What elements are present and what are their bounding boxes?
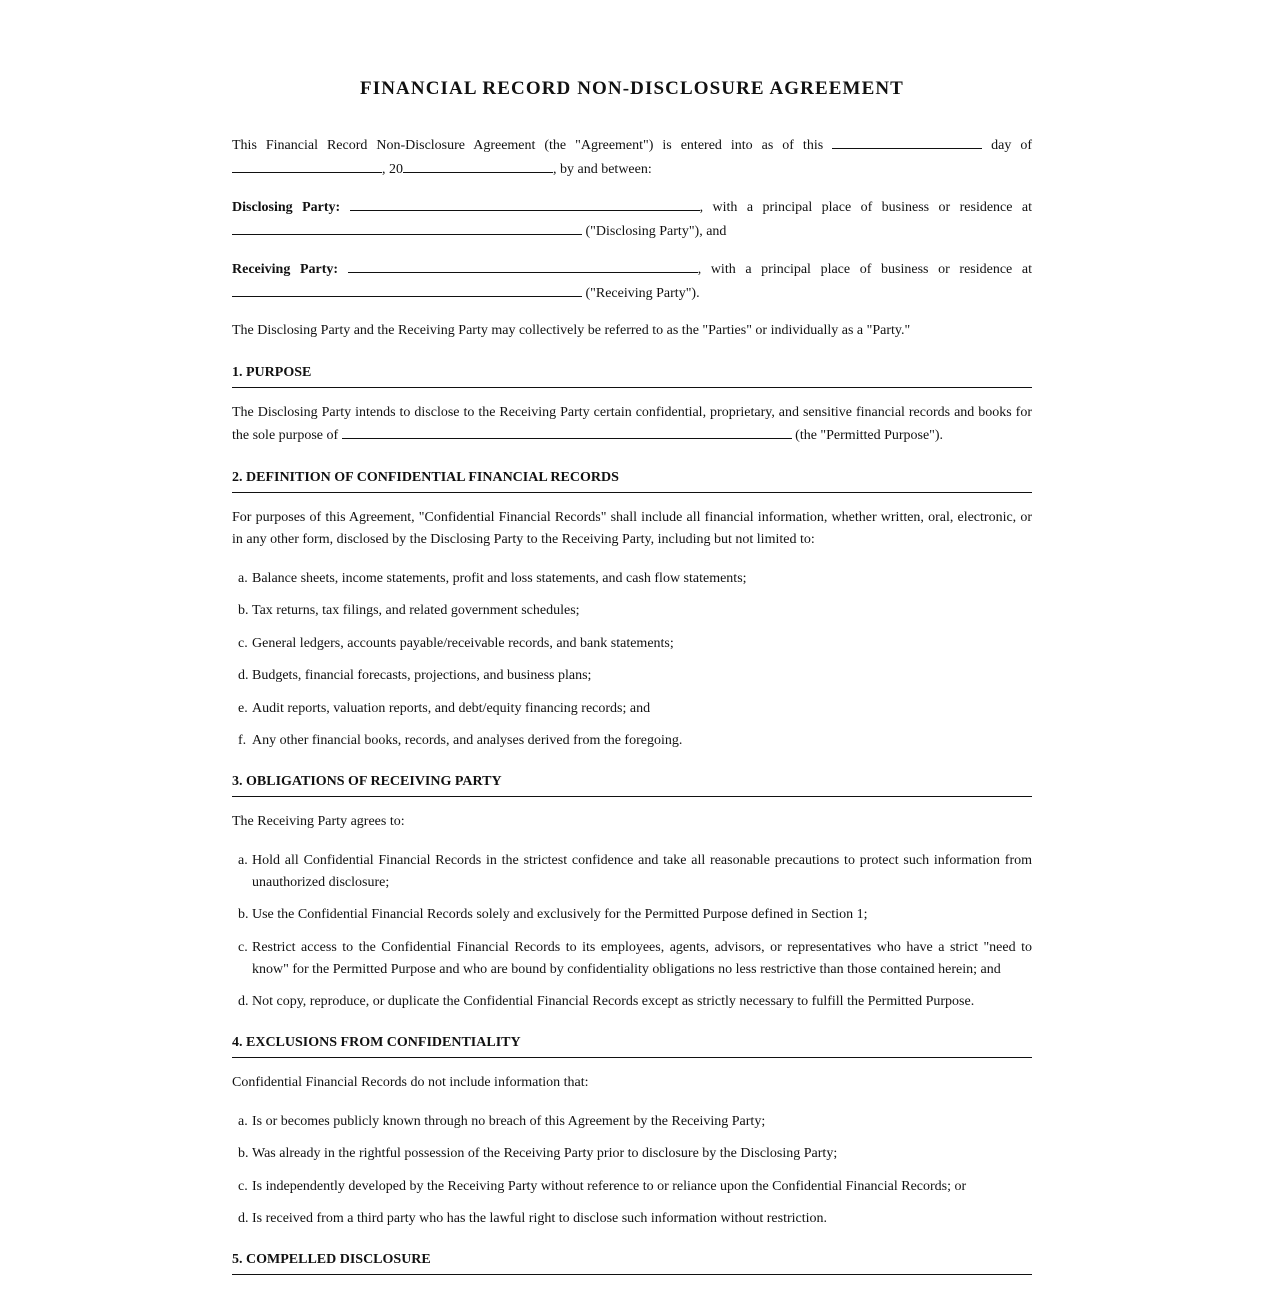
list-item-text: Use the Confidential Financial Records solely and exclusively for the Permitted Purpose defined in Section 1; (252, 907, 868, 922)
intro-text-4: , by and between: (553, 161, 652, 177)
list-marker: a. (238, 852, 248, 868)
section-2-paragraph: For purposes of this Agreement, "Confidential Financial Records" shall include all financial information, whether written, oral, electronic, or in any other form, disclosed by the Disclosing Party to the Receiving Party, including but not limited to: (232, 509, 1032, 547)
list-item (232, 904, 1032, 926)
intro-text-3: , 20 (382, 161, 403, 177)
list-item (232, 730, 1032, 752)
receiving-party-paragraph (232, 258, 1032, 305)
disclosing-party-paragraph (232, 196, 1032, 243)
list-item-text: Audit reports, valuation reports, and debt/equity financing records; and (252, 700, 651, 716)
list-item (232, 633, 1032, 655)
list-item (232, 850, 1032, 894)
list-marker: c. (238, 939, 248, 955)
receiving-party-text-2: ("Receiving Party"). (585, 285, 700, 301)
list-item-text: Restrict access to the Confidential Financial Records to its employees, agents, advisors, or representatives who have a strict "need to know" for the Permitted Purpose and who are bound by confidentiality obligations no less restrictive than those contained herein; and (252, 939, 1032, 977)
parties-note: The Disclosing Party and the Receiving Party may collectively be referred to as the "Parties" or individually as a "Party." (232, 323, 911, 338)
list-item-text: Any other financial books, records, and analyses derived from the foregoing. (252, 733, 683, 748)
section-4-paragraph: Confidential Financial Records do not include information that: (232, 1075, 589, 1090)
list-marker: d. (238, 668, 249, 683)
disclosing-party-name-blank[interactable] (350, 196, 700, 211)
list-marker: c. (238, 1178, 248, 1194)
section-1-paragraph (232, 402, 1032, 448)
list-item-text: Balance sheets, income statements, profit and loss statements, and cash flow statements; (252, 570, 747, 586)
list-marker: e. (238, 700, 248, 716)
section-5-heading: 5. COMPELLED DISCLOSURE (232, 1251, 1032, 1275)
list-item (232, 665, 1032, 687)
disclosing-party-text-2: ("Disclosing Party"), and (585, 223, 727, 239)
list-marker: b. (238, 907, 249, 922)
list-item-text: Is independently developed by the Receiving Party without reference to or reliance upon the Confidential Financial Records; or (252, 1178, 967, 1194)
list-item (232, 991, 1032, 1013)
list-item-text: Tax returns, tax filings, and related government schedules; (252, 603, 580, 618)
list-item (232, 568, 1032, 590)
section-2-heading: 2. DEFINITION OF CONFIDENTIAL FINANCIAL RECORDS (232, 469, 1032, 493)
receiving-party-text-1: , with a principal place of business or residence at (697, 262, 1033, 277)
list-marker: b. (238, 1146, 249, 1161)
list-item (232, 600, 1032, 622)
intro-text-2: day of (991, 138, 1032, 153)
disclosing-party-text-1: , with a principal place of business or residence at (699, 200, 1033, 215)
intro-text-1: This Financial Record Non-Disclosure Agreement (the "Agreement") is entered into as of this (232, 138, 824, 153)
list-item-text: Is received from a third party who has the lawful right to disclose such information without restriction. (252, 1211, 828, 1226)
permitted-purpose-blank[interactable] (342, 424, 792, 439)
section-4-list (232, 1111, 1032, 1231)
list-item-text: Is or becomes publicly known through no breach of this Agreement by the Receiving Party; (252, 1113, 766, 1129)
document-title: FINANCIAL RECORD NON-DISCLOSURE AGREEMENT (360, 78, 904, 99)
list-marker: d. (238, 994, 249, 1009)
list-item-text: General ledgers, accounts payable/receivable records, and bank statements; (252, 635, 674, 651)
disclosing-party-label: Disclosing Party: (232, 200, 341, 215)
list-item-text: Hold all Confidential Financial Records in the strictest confidence and take all reasonable precautions to protect such information from unauthorized disclosure; (252, 852, 1032, 890)
list-marker: d. (238, 1211, 249, 1226)
document-page (232, 0, 1032, 1275)
section-2-list (232, 568, 1032, 753)
receiving-party-address-blank[interactable] (232, 282, 582, 297)
list-item-text: Budgets, financial forecasts, projections, and business plans; (252, 668, 592, 683)
day-blank[interactable] (832, 134, 982, 149)
list-item (232, 1143, 1032, 1165)
receiving-party-label: Receiving Party: (232, 262, 339, 277)
list-item-text: Was already in the rightful possession of the Receiving Party prior to disclosure by the Disclosing Party; (252, 1146, 838, 1161)
disclosing-party-address-blank[interactable] (232, 220, 582, 235)
year-blank[interactable] (403, 158, 553, 173)
list-marker: a. (238, 1113, 248, 1129)
section-3-heading: 3. OBLIGATIONS OF RECEIVING PARTY (232, 773, 1032, 797)
list-item (232, 1176, 1032, 1198)
list-marker: f. (238, 733, 247, 748)
list-marker: b. (238, 603, 249, 618)
list-item (232, 1208, 1032, 1230)
list-marker: c. (238, 635, 248, 651)
list-item (232, 1111, 1032, 1133)
section-4-heading: 4. EXCLUSIONS FROM CONFIDENTIALITY (232, 1034, 1032, 1058)
intro-paragraph (232, 134, 1032, 181)
list-item-text: Not copy, reproduce, or duplicate the Confidential Financial Records except as strictly necessary to fulfill the Permitted Purpose. (252, 994, 975, 1009)
section-3-paragraph: The Receiving Party agrees to: (232, 814, 405, 829)
receiving-party-name-blank[interactable] (348, 258, 698, 273)
section-3-list (232, 850, 1032, 1014)
month-blank[interactable] (232, 158, 382, 173)
list-item (232, 698, 1032, 720)
list-item (232, 937, 1032, 981)
section-1-text-2: (the "Permitted Purpose"). (795, 428, 944, 443)
list-marker: a. (238, 570, 248, 586)
section-1-heading: 1. PURPOSE (232, 364, 1032, 388)
section-1-text-1: The Disclosing Party intends to disclose to the Receiving Party certain confidential, proprietary, and sensitive financial records and books for the sole purpose of (232, 404, 1032, 443)
